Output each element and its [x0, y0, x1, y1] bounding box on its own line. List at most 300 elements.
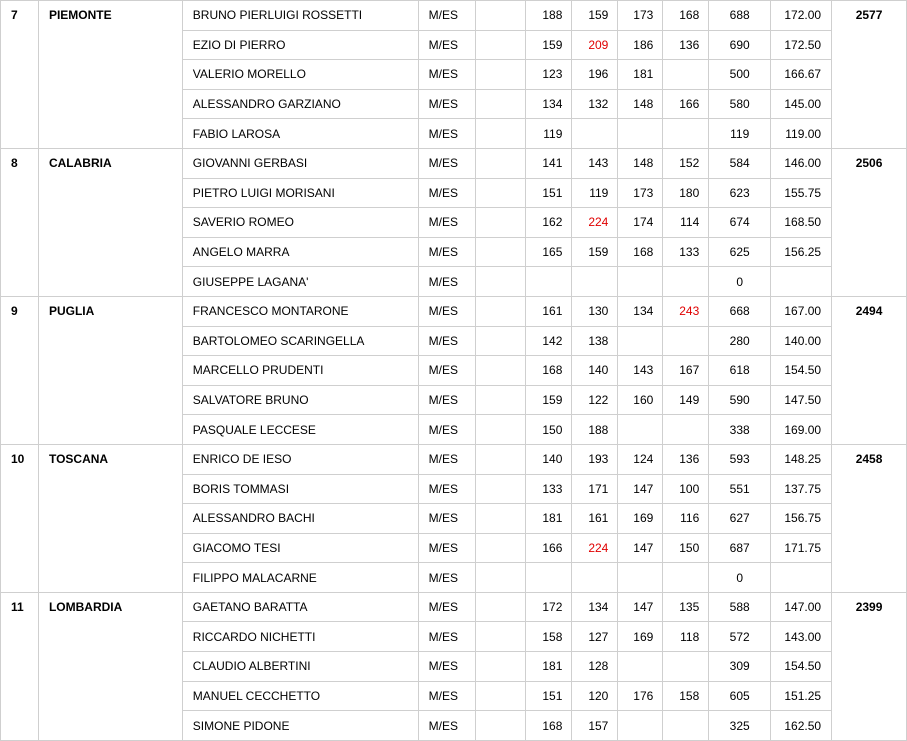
empty-cell — [475, 30, 526, 60]
table-row — [1, 237, 907, 267]
table-row — [1, 504, 907, 534]
game-score-cell: 166 — [663, 89, 709, 119]
player-name-cell: SIMONE PIDONE — [182, 711, 418, 741]
empty-cell — [475, 1, 526, 31]
game-score-cell: 193 — [572, 444, 618, 474]
game-score-cell: 138 — [572, 326, 618, 356]
team-total-cell — [832, 208, 907, 238]
game-score-cell: 243 — [663, 296, 709, 326]
player-average-cell: 172.50 — [771, 30, 832, 60]
player-name-cell: ALESSANDRO GARZIANO — [182, 89, 418, 119]
game-score-cell: 134 — [526, 89, 572, 119]
game-score-cell: 118 — [663, 622, 709, 652]
team-total-cell — [832, 356, 907, 386]
game-score-cell: 186 — [618, 30, 663, 60]
player-total-cell: 551 — [709, 474, 771, 504]
rank-cell — [1, 326, 39, 356]
team-total-cell — [832, 681, 907, 711]
game-score-cell: 124 — [618, 444, 663, 474]
category-cell: M/ES — [418, 563, 475, 593]
team-total-cell: 2506 — [832, 148, 907, 178]
empty-cell — [475, 267, 526, 297]
table-row — [1, 681, 907, 711]
player-total-cell: 690 — [709, 30, 771, 60]
region-cell — [38, 208, 182, 238]
category-cell: M/ES — [418, 267, 475, 297]
game-score-cell — [618, 119, 663, 149]
game-score-cell: 133 — [663, 237, 709, 267]
game-score-cell: 132 — [572, 89, 618, 119]
player-total-cell: 338 — [709, 415, 771, 445]
player-average-cell: 167.00 — [771, 296, 832, 326]
category-cell: M/ES — [418, 237, 475, 267]
player-average-cell: 155.75 — [771, 178, 832, 208]
player-name-cell: BARTOLOMEO SCARINGELLA — [182, 326, 418, 356]
table-row — [1, 89, 907, 119]
region-cell — [38, 60, 182, 90]
empty-cell — [475, 652, 526, 682]
table-row — [1, 267, 907, 297]
table-body — [1, 1, 907, 741]
game-score-cell: 116 — [663, 504, 709, 534]
game-score-cell: 168 — [618, 237, 663, 267]
table-row — [1, 563, 907, 593]
game-score-cell: 196 — [572, 60, 618, 90]
player-average-cell: 169.00 — [771, 415, 832, 445]
player-name-cell: RICCARDO NICHETTI — [182, 622, 418, 652]
player-name-cell: SALVATORE BRUNO — [182, 385, 418, 415]
category-cell: M/ES — [418, 178, 475, 208]
category-cell: M/ES — [418, 474, 475, 504]
game-score-cell — [618, 652, 663, 682]
table-row — [1, 622, 907, 652]
category-cell: M/ES — [418, 326, 475, 356]
player-name-cell: MARCELLO PRUDENTI — [182, 356, 418, 386]
player-total-cell: 584 — [709, 148, 771, 178]
game-score-cell: 147 — [618, 533, 663, 563]
table-row — [1, 533, 907, 563]
category-cell: M/ES — [418, 296, 475, 326]
game-score-cell: 165 — [526, 237, 572, 267]
region-cell — [38, 681, 182, 711]
rank-cell — [1, 89, 39, 119]
region-cell — [38, 385, 182, 415]
table-row — [1, 474, 907, 504]
game-score-cell: 143 — [618, 356, 663, 386]
region-cell — [38, 533, 182, 563]
player-total-cell: 500 — [709, 60, 771, 90]
player-total-cell: 593 — [709, 444, 771, 474]
game-score-cell: 162 — [526, 208, 572, 238]
player-average-cell: 147.50 — [771, 385, 832, 415]
game-score-cell: 136 — [663, 30, 709, 60]
table-row — [1, 178, 907, 208]
game-score-cell — [572, 267, 618, 297]
player-name-cell: GAETANO BARATTA — [182, 592, 418, 622]
player-average-cell: 156.75 — [771, 504, 832, 534]
region-cell — [38, 119, 182, 149]
player-average-cell: 147.00 — [771, 592, 832, 622]
rank-cell — [1, 681, 39, 711]
player-total-cell: 605 — [709, 681, 771, 711]
player-average-cell: 151.25 — [771, 681, 832, 711]
rank-cell — [1, 178, 39, 208]
game-score-cell: 152 — [663, 148, 709, 178]
game-score-cell — [618, 711, 663, 741]
game-score-cell — [572, 563, 618, 593]
category-cell: M/ES — [418, 622, 475, 652]
player-average-cell: 171.75 — [771, 533, 832, 563]
player-total-cell: 590 — [709, 385, 771, 415]
game-score-cell: 159 — [526, 385, 572, 415]
team-total-cell — [832, 563, 907, 593]
region-cell: PIEMONTE — [38, 1, 182, 31]
team-total-cell: 2399 — [832, 592, 907, 622]
player-name-cell: BRUNO PIERLUIGI ROSSETTI — [182, 1, 418, 31]
player-total-cell: 0 — [709, 267, 771, 297]
game-score-cell — [663, 652, 709, 682]
game-score-cell — [663, 563, 709, 593]
game-score-cell: 161 — [526, 296, 572, 326]
player-average-cell: 119.00 — [771, 119, 832, 149]
empty-cell — [475, 208, 526, 238]
game-score-cell: 173 — [618, 1, 663, 31]
game-score-cell — [618, 415, 663, 445]
region-cell: PUGLIA — [38, 296, 182, 326]
player-name-cell: GIUSEPPE LAGANA' — [182, 267, 418, 297]
team-total-cell — [832, 474, 907, 504]
team-total-cell: 2458 — [832, 444, 907, 474]
region-cell — [38, 237, 182, 267]
game-score-cell: 130 — [572, 296, 618, 326]
region-cell — [38, 622, 182, 652]
game-score-cell: 157 — [572, 711, 618, 741]
game-score-cell — [526, 563, 572, 593]
player-average-cell: 140.00 — [771, 326, 832, 356]
player-total-cell: 623 — [709, 178, 771, 208]
player-total-cell: 119 — [709, 119, 771, 149]
rank-cell — [1, 711, 39, 741]
empty-cell — [475, 326, 526, 356]
game-score-cell: 160 — [618, 385, 663, 415]
empty-cell — [475, 444, 526, 474]
category-cell: M/ES — [418, 711, 475, 741]
rank-cell — [1, 119, 39, 149]
player-average-cell: 154.50 — [771, 652, 832, 682]
player-total-cell: 627 — [709, 504, 771, 534]
game-score-cell: 167 — [663, 356, 709, 386]
game-score-cell: 224 — [572, 533, 618, 563]
category-cell: M/ES — [418, 533, 475, 563]
rank-cell — [1, 563, 39, 593]
game-score-cell: 224 — [572, 208, 618, 238]
team-total-cell — [832, 119, 907, 149]
category-cell: M/ES — [418, 681, 475, 711]
game-score-cell: 148 — [618, 89, 663, 119]
player-total-cell: 580 — [709, 89, 771, 119]
region-cell — [38, 711, 182, 741]
table-row — [1, 711, 907, 741]
team-total-cell — [832, 385, 907, 415]
rank-cell — [1, 504, 39, 534]
game-score-cell: 147 — [618, 592, 663, 622]
rank-cell — [1, 622, 39, 652]
table-row — [1, 385, 907, 415]
region-cell — [38, 89, 182, 119]
player-average-cell: 145.00 — [771, 89, 832, 119]
game-score-cell: 114 — [663, 208, 709, 238]
player-name-cell: FRANCESCO MONTARONE — [182, 296, 418, 326]
game-score-cell: 188 — [572, 415, 618, 445]
region-cell: CALABRIA — [38, 148, 182, 178]
player-name-cell: PASQUALE LECCESE — [182, 415, 418, 445]
player-total-cell: 674 — [709, 208, 771, 238]
category-cell: M/ES — [418, 148, 475, 178]
empty-cell — [475, 148, 526, 178]
player-average-cell: 172.00 — [771, 1, 832, 31]
game-score-cell: 158 — [663, 681, 709, 711]
player-total-cell: 688 — [709, 1, 771, 31]
game-score-cell — [663, 60, 709, 90]
table-row — [1, 326, 907, 356]
player-name-cell: VALERIO MORELLO — [182, 60, 418, 90]
player-total-cell: 668 — [709, 296, 771, 326]
rank-cell — [1, 385, 39, 415]
game-score-cell: 148 — [618, 148, 663, 178]
team-total-cell: 2577 — [832, 1, 907, 31]
category-cell: M/ES — [418, 592, 475, 622]
empty-cell — [475, 533, 526, 563]
rank-cell: 7 — [1, 1, 39, 31]
player-name-cell: EZIO DI PIERRO — [182, 30, 418, 60]
game-score-cell — [663, 326, 709, 356]
region-cell: LOMBARDIA — [38, 592, 182, 622]
table-row — [1, 296, 907, 326]
table-row — [1, 592, 907, 622]
player-name-cell: SAVERIO ROMEO — [182, 208, 418, 238]
region-cell — [38, 178, 182, 208]
rank-cell — [1, 267, 39, 297]
game-score-cell: 122 — [572, 385, 618, 415]
team-total-cell — [832, 237, 907, 267]
team-total-cell — [832, 533, 907, 563]
game-score-cell: 168 — [526, 711, 572, 741]
team-total-cell — [832, 89, 907, 119]
game-score-cell: 159 — [526, 30, 572, 60]
player-total-cell: 588 — [709, 592, 771, 622]
game-score-cell: 181 — [618, 60, 663, 90]
category-cell: M/ES — [418, 385, 475, 415]
game-score-cell: 136 — [663, 444, 709, 474]
game-score-cell — [663, 415, 709, 445]
game-score-cell: 142 — [526, 326, 572, 356]
table-row — [1, 444, 907, 474]
player-average-cell: 148.25 — [771, 444, 832, 474]
team-total-cell — [832, 178, 907, 208]
team-total-cell — [832, 711, 907, 741]
empty-cell — [475, 89, 526, 119]
game-score-cell: 143 — [572, 148, 618, 178]
game-score-cell: 149 — [663, 385, 709, 415]
game-score-cell: 127 — [572, 622, 618, 652]
empty-cell — [475, 385, 526, 415]
team-total-cell — [832, 326, 907, 356]
player-name-cell: GIOVANNI GERBASI — [182, 148, 418, 178]
empty-cell — [475, 711, 526, 741]
region-cell — [38, 504, 182, 534]
player-name-cell: FILIPPO MALACARNE — [182, 563, 418, 593]
game-score-cell: 134 — [618, 296, 663, 326]
game-score-cell: 181 — [526, 504, 572, 534]
game-score-cell: 176 — [618, 681, 663, 711]
game-score-cell: 150 — [526, 415, 572, 445]
game-score-cell: 158 — [526, 622, 572, 652]
game-score-cell: 166 — [526, 533, 572, 563]
game-score-cell: 147 — [618, 474, 663, 504]
table-row — [1, 148, 907, 178]
game-score-cell: 135 — [663, 592, 709, 622]
game-score-cell: 140 — [572, 356, 618, 386]
empty-cell — [475, 237, 526, 267]
region-cell — [38, 563, 182, 593]
game-score-cell: 141 — [526, 148, 572, 178]
category-cell: M/ES — [418, 504, 475, 534]
player-average-cell: 154.50 — [771, 356, 832, 386]
empty-cell — [475, 474, 526, 504]
region-cell — [38, 267, 182, 297]
player-name-cell: MANUEL CECCHETTO — [182, 681, 418, 711]
game-score-cell: 171 — [572, 474, 618, 504]
player-average-cell: 156.25 — [771, 237, 832, 267]
game-score-cell: 172 — [526, 592, 572, 622]
team-total-cell: 2494 — [832, 296, 907, 326]
rank-cell: 8 — [1, 148, 39, 178]
empty-cell — [475, 622, 526, 652]
table-row — [1, 415, 907, 445]
game-score-cell: 134 — [572, 592, 618, 622]
game-score-cell: 119 — [526, 119, 572, 149]
game-score-cell: 169 — [618, 622, 663, 652]
table-row — [1, 60, 907, 90]
player-total-cell: 280 — [709, 326, 771, 356]
table-row — [1, 30, 907, 60]
game-score-cell: 119 — [572, 178, 618, 208]
team-total-cell — [832, 652, 907, 682]
region-cell — [38, 326, 182, 356]
rank-cell: 11 — [1, 592, 39, 622]
player-total-cell: 618 — [709, 356, 771, 386]
game-score-cell: 180 — [663, 178, 709, 208]
game-score-cell — [618, 326, 663, 356]
game-score-cell: 100 — [663, 474, 709, 504]
player-average-cell — [771, 267, 832, 297]
game-score-cell — [663, 267, 709, 297]
game-score-cell: 169 — [618, 504, 663, 534]
game-score-cell: 159 — [572, 237, 618, 267]
player-total-cell: 625 — [709, 237, 771, 267]
region-cell: TOSCANA — [38, 444, 182, 474]
player-average-cell: 166.67 — [771, 60, 832, 90]
team-total-cell — [832, 415, 907, 445]
rank-cell — [1, 30, 39, 60]
game-score-cell — [526, 267, 572, 297]
game-score-cell: 123 — [526, 60, 572, 90]
player-average-cell: 146.00 — [771, 148, 832, 178]
region-cell — [38, 356, 182, 386]
empty-cell — [475, 296, 526, 326]
game-score-cell — [572, 119, 618, 149]
game-score-cell: 133 — [526, 474, 572, 504]
rank-cell — [1, 474, 39, 504]
team-total-cell — [832, 30, 907, 60]
game-score-cell: 168 — [663, 1, 709, 31]
player-name-cell: ENRICO DE IESO — [182, 444, 418, 474]
region-cell — [38, 652, 182, 682]
player-total-cell: 309 — [709, 652, 771, 682]
team-total-cell — [832, 622, 907, 652]
rank-cell: 9 — [1, 296, 39, 326]
game-score-cell: 188 — [526, 1, 572, 31]
game-score-cell: 120 — [572, 681, 618, 711]
player-name-cell: ALESSANDRO BACHI — [182, 504, 418, 534]
rank-cell: 10 — [1, 444, 39, 474]
empty-cell — [475, 415, 526, 445]
rank-cell — [1, 533, 39, 563]
empty-cell — [475, 356, 526, 386]
category-cell: M/ES — [418, 356, 475, 386]
empty-cell — [475, 60, 526, 90]
rank-cell — [1, 415, 39, 445]
category-cell: M/ES — [418, 60, 475, 90]
game-score-cell — [663, 119, 709, 149]
player-average-cell: 162.50 — [771, 711, 832, 741]
category-cell: M/ES — [418, 652, 475, 682]
player-total-cell: 0 — [709, 563, 771, 593]
game-score-cell: 128 — [572, 652, 618, 682]
player-total-cell: 572 — [709, 622, 771, 652]
category-cell: M/ES — [418, 208, 475, 238]
game-score-cell: 181 — [526, 652, 572, 682]
player-name-cell: FABIO LAROSA — [182, 119, 418, 149]
game-score-cell — [663, 711, 709, 741]
game-score-cell: 161 — [572, 504, 618, 534]
game-score-cell: 174 — [618, 208, 663, 238]
player-total-cell: 687 — [709, 533, 771, 563]
game-score-cell — [618, 267, 663, 297]
game-score-cell — [618, 563, 663, 593]
team-total-cell — [832, 60, 907, 90]
rank-cell — [1, 356, 39, 386]
category-cell: M/ES — [418, 1, 475, 31]
table-row — [1, 652, 907, 682]
player-name-cell: PIETRO LUIGI MORISANI — [182, 178, 418, 208]
empty-cell — [475, 592, 526, 622]
game-score-cell: 173 — [618, 178, 663, 208]
game-score-cell: 151 — [526, 178, 572, 208]
region-cell — [38, 30, 182, 60]
region-cell — [38, 415, 182, 445]
empty-cell — [475, 119, 526, 149]
category-cell: M/ES — [418, 119, 475, 149]
rank-cell — [1, 237, 39, 267]
game-score-cell: 209 — [572, 30, 618, 60]
empty-cell — [475, 504, 526, 534]
table-row — [1, 119, 907, 149]
rank-cell — [1, 652, 39, 682]
game-score-cell: 150 — [663, 533, 709, 563]
player-total-cell: 325 — [709, 711, 771, 741]
empty-cell — [475, 681, 526, 711]
